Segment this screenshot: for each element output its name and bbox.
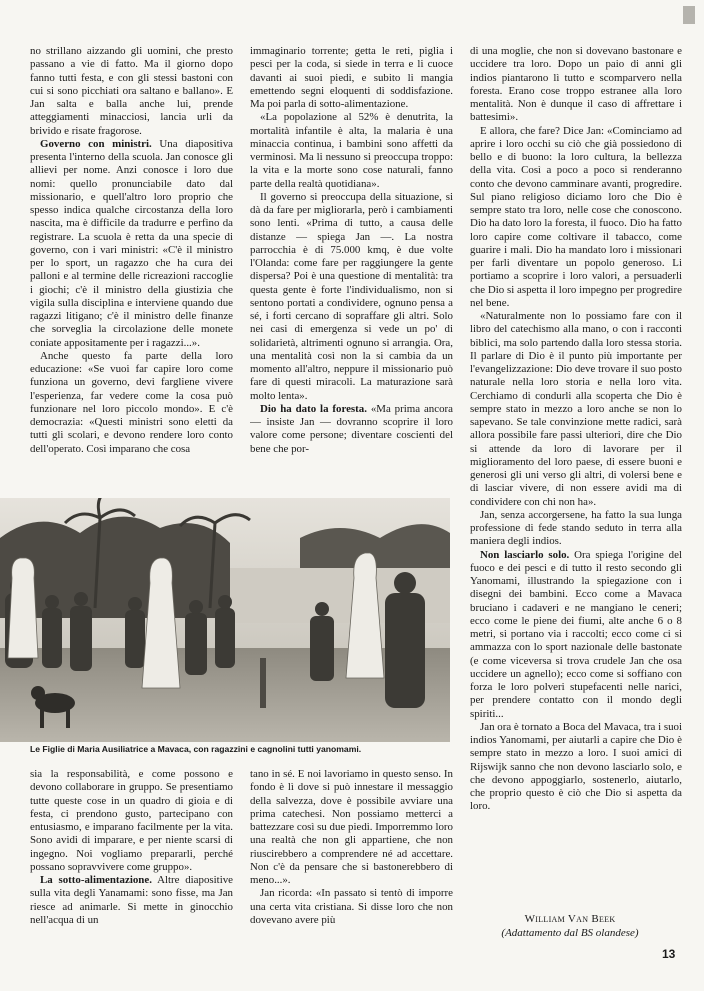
paragraph-text: Altre diapositive sulla vita degli Yanamami: sono fisse, ma Jan riesce ad animarle. Si mette in ginocchio nell'acqua di un bbox=[30, 874, 233, 926]
paragraph: Jan, senza accorgersene, ha fatto la sua lunga professione di fede stando seduto in terra alla maniera degli indios. bbox=[470, 508, 682, 548]
photo-illustration bbox=[0, 498, 450, 742]
adaptation-note: (Adattamento dal BS olandese) bbox=[501, 927, 639, 939]
paragraph: «La popolazione al 52% è denutrita, la mortalità infantile è alta, la malaria è una minaccia continua, i bambini sono affetti da verminosi. Ma li nessuno si preoccupa troppo: la vita e la morte sono cose naturali, fanno parte della realtà quotidiana». bbox=[250, 111, 453, 190]
paragraph bbox=[30, 138, 233, 350]
paragraph: di una moglie, che non si dovevano bastonare e uccidere tra loro. Dopo un paio di anni gli indios piantarono lì tutto e scomparvero nella foresta. Erano cose troppo estranee alla loro mentalità. Non è dunque il caso di affrettare i battesimi». bbox=[470, 45, 682, 124]
column-2-top bbox=[250, 45, 453, 497]
paragraph: Anche questo fa parte della loro educazione: «Se vuoi far capire loro come funziona un governo, devi fargliene vivere l'esperienza, far vedere come la cosa può funzionare nel loro piccolo mondo». E c'è democrazia: «Questi ministri sono eletti da tutti gli scolari, e devono rendere loro conto dell'operato. Così imparano che cosa bbox=[30, 349, 233, 455]
column-2-bottom bbox=[250, 768, 453, 940]
paragraph bbox=[250, 403, 453, 456]
section-heading: La sotto-alimentazione. bbox=[40, 874, 152, 886]
paragraph: no strillano aizzando gli uomini, che presto passano a vie di fatto. Ma il giorno dopo fanno tutti festa, e con gli stessi bastoni con cui si sono picchiati ora saltano e ballano». E Jan salta e balla anche lui, prende atteggiamenti minacciosi, lancia urli da brivido e risate fragorose. bbox=[30, 45, 233, 137]
column-1-bottom bbox=[30, 768, 233, 940]
section-heading: Governo con ministri. bbox=[40, 137, 152, 150]
author-signature: William Van Beek bbox=[524, 913, 616, 925]
page-corner-mark bbox=[683, 6, 695, 24]
paragraph: Jan ora è tornato a Boca del Mavaca, tra i suoi indios Yanomami, per aiutarli a capire che Dio è sempre stato in mezzo a loro. I suoi amici di Rijswijk sanno che non devono lasciarlo solo, e che devono appoggiarlo, sostenerlo, aiutarlo, che proprio questo è ciò che Dio si aspetta da loro. bbox=[470, 720, 682, 813]
paragraph bbox=[30, 874, 233, 927]
paragraph: Jan ricorda: «In passato si tentò di imporre una certa vita cristiana. Si disse loro che non dovevano avere più bbox=[250, 887, 453, 926]
paragraph: sia la responsabilità, e come possono e devono collaborare in gruppo. Se presentiamo tutte queste cose in un quadro di gioia e di festa, ci prendono gusto, partecipano con entusiasmo, e imparano facilmente per la vita. Sono avidi di imparare, e per niente scarsi di ingegno. Noi vogliamo prepararli, perché possano sopravvivere come gruppo». bbox=[30, 768, 233, 873]
section-heading: Dio ha dato la foresta. bbox=[260, 402, 367, 415]
paragraph: Il governo si preoccupa della situazione, si dà da fare per migliorarla, però i cambiamenti sono lenti. «Prima di tutto, a causa delle distanze — spiega Jan —. La nostra parrocchia è di 75.000 kmq, è due volte l'Olanda: come fare per raggiungere la gente dispersa? Poi è una questione di mentalità: tra questa gente è forte l'individualismo, non si sentono portati a condividere, ognuno pensa a sé, i forti cercano di sopraffare gli altri. Solo nei casi di emergenza si vede un po' di solidarietà, altrimenti ognuno si arrangia. Ora, una mentalità così non la si cambia da un momento all'altro, neppure il missionario può fare di questi miracoli. La maturazione sarà molto lenta». bbox=[250, 190, 453, 402]
page-number: 13 bbox=[662, 947, 676, 961]
paragraph bbox=[470, 549, 682, 721]
section-heading: Non lasciarlo solo. bbox=[480, 548, 570, 561]
paragraph-text: «Ma prima ancora — insiste Jan — dovranno scoprire il loro valore come persone; diventare coscienti del bene che por- bbox=[250, 402, 453, 455]
paragraph-text: Ora spiega l'origine del fuoco e dei pesci e di tutto il resto secondo gli Yanomami, illustrando la spiegazione con i disegni dei bambini. Ecco come a Mavaca bruciano i cadaveri e ne mangiano le ceneri; ecco come le piene dei fiumi, alte anche 6 o 8 metri, si portano via i raccolti; ecco come ci si ammazza con lo sport nazionale delle bastonate (e come viceversa si trova crudele Jan che osa uccidere un agnello); ecco come si soffiano con forza le loro polveri stupefacenti nelle narici, per prendere contatto con il mondo degli spiriti... bbox=[470, 548, 682, 720]
paragraph: E allora, che fare? Dice Jan: «Cominciamo ad aprire i loro occhi su ciò che già possiedono di bello e di buono: la loro cultura, la bellezza della vita. Così a poco a poco si renderanno conto che devono camminare avanti, progredire. Sul piano religioso diciamo loro che Dio è sempre stato tra loro, nelle cose che conoscono. Dio ha dato loro la foresta, il fuoco. Dio ha fatto loro capire come coltivare il tabacco, come guarire i mali. Dio ha mandato loro i missionari per farli diventare un popolo generoso. Li portiamo a scoprire i loro valori, a persuaderli che Dio si aspetta il loro impegno per progredire nel bene. bbox=[470, 124, 682, 309]
photo-caption: Le Figlie di Maria Ausiliatrice a Mavaca, con ragazzini e cagnolini tutti yanomami. bbox=[30, 744, 362, 754]
paragraph: «Naturalmente non lo possiamo fare con il libro del catechismo alla mano, o con i racconti biblici, ma solo partendo dalla loro stessa storia. Il parlare di Dio è il punto più importante per l'evangelizzazione: Dio deve trovare il suo posto naturale nella loro storia e nella loro vita. Cerchiamo di condurli alla scoperta che Dio è sempre stato in mezzo a loro anche se non lo sapevano. Se tale convinzione mette radici, sarà allora possibile fare passi ulteriori, dire che Dio si attende da loro di lavorare per il miglioramento del loro paese, di essere buoni e generosi gli uni verso gli altri, di volersi bene e di lasciar vivere, di non essere avidi ma di condividere con chi non ha». bbox=[470, 310, 682, 508]
column-3 bbox=[470, 45, 682, 907]
paragraph: immaginario torrente; getta le reti, piglia i pesci per la coda, si siede in terra e li cuoce davanti ai suoi piedi, e subito li mangia emettendo segni eloquenti di soddisfazione. Ma poi parla di sotto-alimentazione. bbox=[250, 45, 453, 110]
paragraph: tano in sé. E noi lavoriamo in questo senso. In fondo è lì dove si può innestare il messaggio della salvezza, dove è possibile avviare una prima catechesi. Non possiamo metterci a battezzare così su due piedi. Imporremmo loro una realtà che non gli appartiene, che non riuscirebbero a comprendere né ad accettare. Non c'è da pensare che si bastonerebbero di meno...». bbox=[250, 768, 453, 886]
photo-nuns-with-children bbox=[0, 498, 450, 742]
paragraph-text: Una diapositiva presenta l'interno della scuola. Jan conosce gli allievi per nome. Anzi conosce i loro due nomi: quello pronunciabile dato dal missionario, e quell'altro loro proprio che spesso indica qualche circostanza della loro nascita, ma è difficile da tradurre e perfino da registrare. La scuola è retta da una specie di governo, con i vari ministri: «C'è il ministro per lo sport, un ragazzo che ha cura dei palloni e al termine delle ricreazioni raccoglie i giochi; c'è il ministro della giustizia che vigila sulla disciplina e interviene quando due ragazzi litigano; c'è il ministro delle finanze che sorveglia la circolazione delle monete coniate appositamente per i ragazzi...». bbox=[30, 137, 233, 349]
column-1-top bbox=[30, 45, 233, 497]
